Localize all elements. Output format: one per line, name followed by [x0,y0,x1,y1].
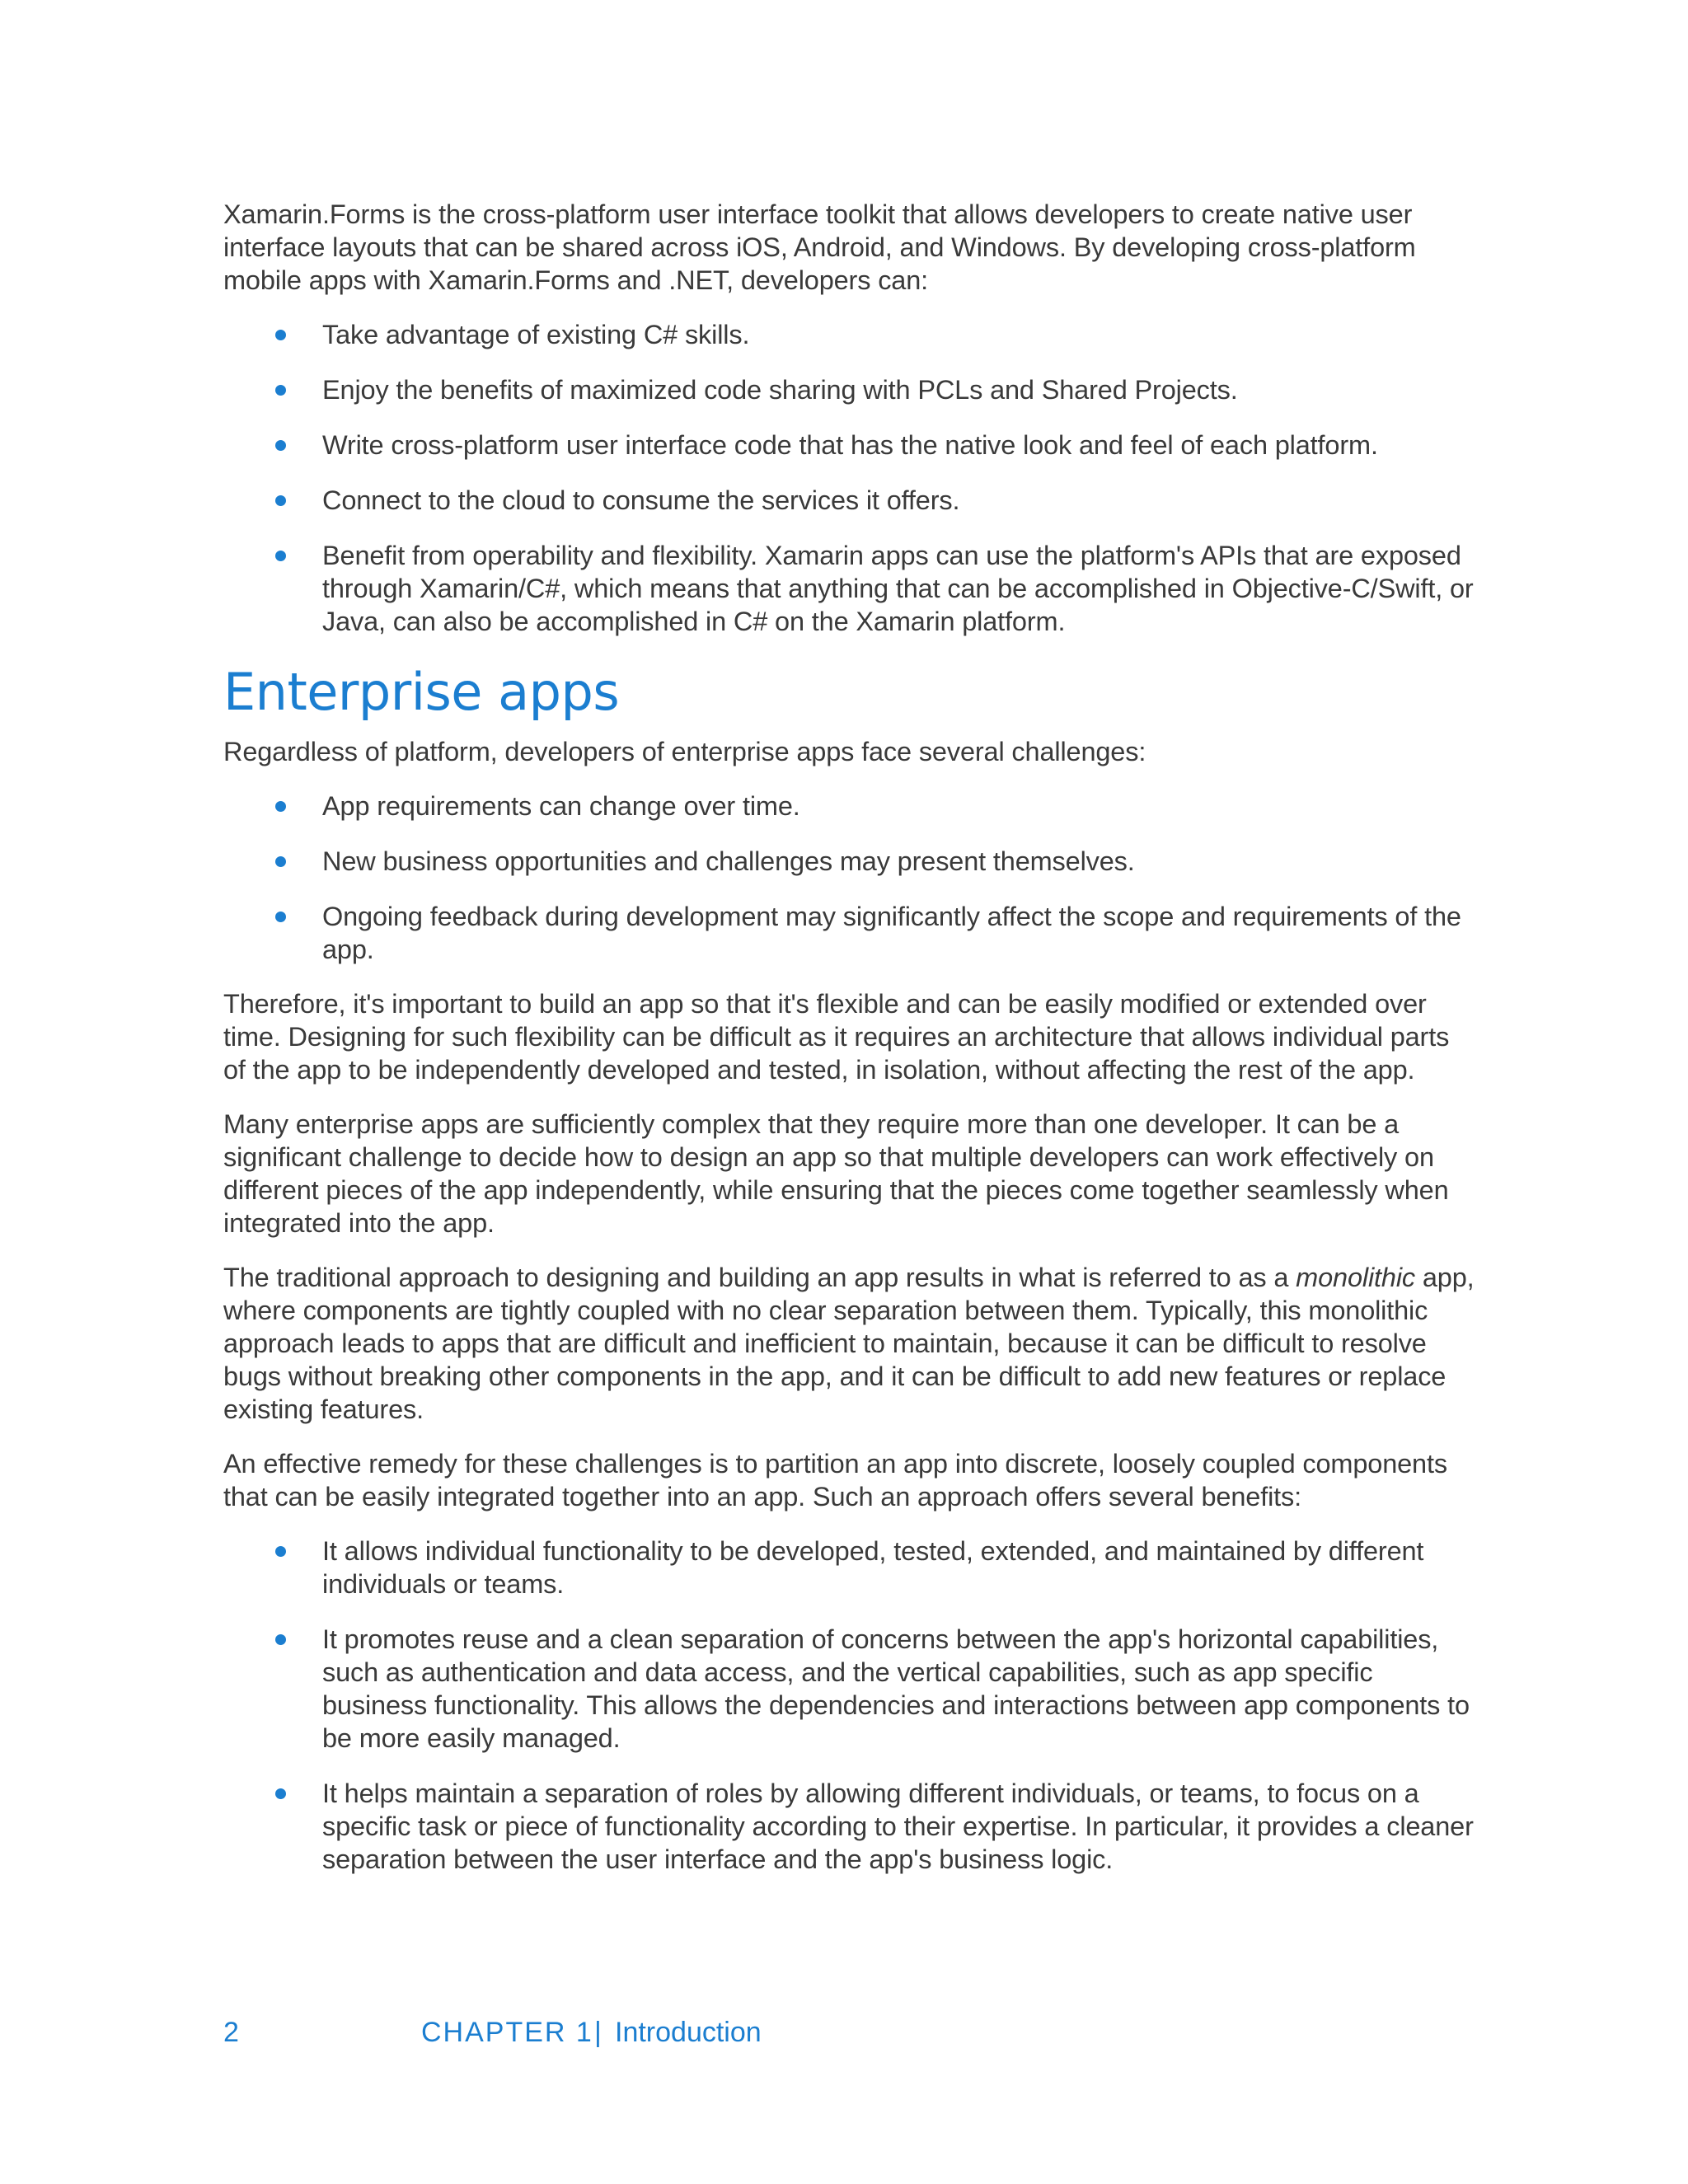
section-lead-paragraph: Regardless of platform, developers of enterprise apps face several challenges: [223,737,1146,766]
page-content [223,198,1476,1897]
intro-bullet-list [223,318,1476,638]
challenges-bullet-list [223,790,1476,966]
emphasis-term: monolithic [1296,1263,1415,1292]
bullet-icon [275,385,286,396]
paragraph-text: The traditional approach to designing and building an app results in what is referred to as a [223,1263,1296,1292]
footer-separator: | [594,2017,602,2048]
body-paragraph-monolithic [223,1261,1476,1426]
body-paragraph-flexibility: Therefore, it's important to build an app so that it's flexible and can be easily modified or extended over time. Designing for such flexibility can be difficult as it requires an architecture that allows individual parts of the app to be independently developed and tested, in isolation, without affecting the rest of the app. [223,989,1450,1085]
bullet-icon [275,1546,286,1557]
intro-paragraph: Xamarin.Forms is the cross-platform user interface toolkit that allows developers to create native user interface layouts that can be shared across iOS, Android, and Windows. By developing cross-platform mobile apps with Xamarin.Forms and .NET, developers can: [223,199,1416,295]
list-item [223,373,1476,406]
list-item-text: Take advantage of existing C# skills. [322,320,750,349]
bullet-icon [275,1634,286,1645]
list-item [223,845,1476,878]
list-item [223,1535,1476,1601]
list-item-text: App requirements can change over time. [322,791,800,821]
list-item [223,429,1476,462]
paragraph-text: app, where components are tightly coupled with no clear separation between them. Typically, this monolithic approach leads to apps that are difficult and inefficient to maintain, because it can be difficult to resolve bugs without breaking other components in the app, and it can be difficult to add new features or replace existing features. [223,1263,1475,1424]
list-item-text: Connect to the cloud to consume the services it offers. [322,485,960,515]
list-item-text: Enjoy the benefits of maximized code sharing with PCLs and Shared Projects. [322,375,1238,405]
list-item [223,900,1476,966]
bullet-icon [275,495,286,506]
chapter-title: Introduction [615,2017,762,2048]
page-number: 2 [223,2017,239,2048]
bullet-icon [275,801,286,812]
list-item [223,1623,1476,1755]
list-item [223,1777,1476,1876]
body-paragraph-remedy: An effective remedy for these challenges is to partition an app into discrete, loosely coupled components that can be easily integrated together into an app. Such an approach offers several benefits: [223,1449,1447,1511]
list-item [223,484,1476,517]
bullet-icon [275,440,286,451]
list-item-text: It helps maintain a separation of roles by allowing different individuals, or teams, to focus on a specific task or piece of functionality according to their expertise. In particular, it provides a cleaner separation between the user interface and the app's business logic. [322,1779,1474,1874]
list-item [223,539,1476,638]
list-item-text: It promotes reuse and a clean separation of concerns between the app's horizontal capabilities, such as authentication and data access, and the vertical capabilities, such as app specific business functionality. This allows the dependencies and interactions between app components to be more easily managed. [322,1624,1470,1753]
list-item [223,790,1476,823]
bullet-icon [275,856,286,867]
list-item-text: New business opportunities and challenges may present themselves. [322,846,1135,876]
benefits-bullet-list [223,1535,1476,1876]
list-item-text: Ongoing feedback during development may significantly affect the scope and requirements of the app. [322,902,1461,964]
list-item [223,318,1476,351]
chapter-label: CHAPTER 1 [421,2017,593,2048]
bullet-icon [275,330,286,340]
bullet-icon [275,551,286,561]
bullet-icon [275,912,286,922]
list-item-text: Write cross-platform user interface code that has the native look and feel of each platform. [322,430,1378,460]
list-item-text: Benefit from operability and flexibility. Xamarin apps can use the platform's APIs that are exposed through Xamarin/C#, which means that anything that can be accomplished in Objective-C/Swift, or Java, can also be accomplished in C# on the Xamarin platform. [322,541,1474,636]
bullet-icon [275,1788,286,1799]
list-item-text: It allows individual functionality to be developed, tested, extended, and maintained by different individuals or teams. [322,1536,1424,1599]
section-heading: Enterprise apps [223,662,620,722]
body-paragraph-multiple-developers: Many enterprise apps are sufficiently complex that they require more than one developer. It can be a significant challenge to decide how to design an app so that multiple developers can work effectively on different pieces of the app independently, while ensuring that the pieces come together seamlessly when integrated into the app. [223,1109,1449,1238]
